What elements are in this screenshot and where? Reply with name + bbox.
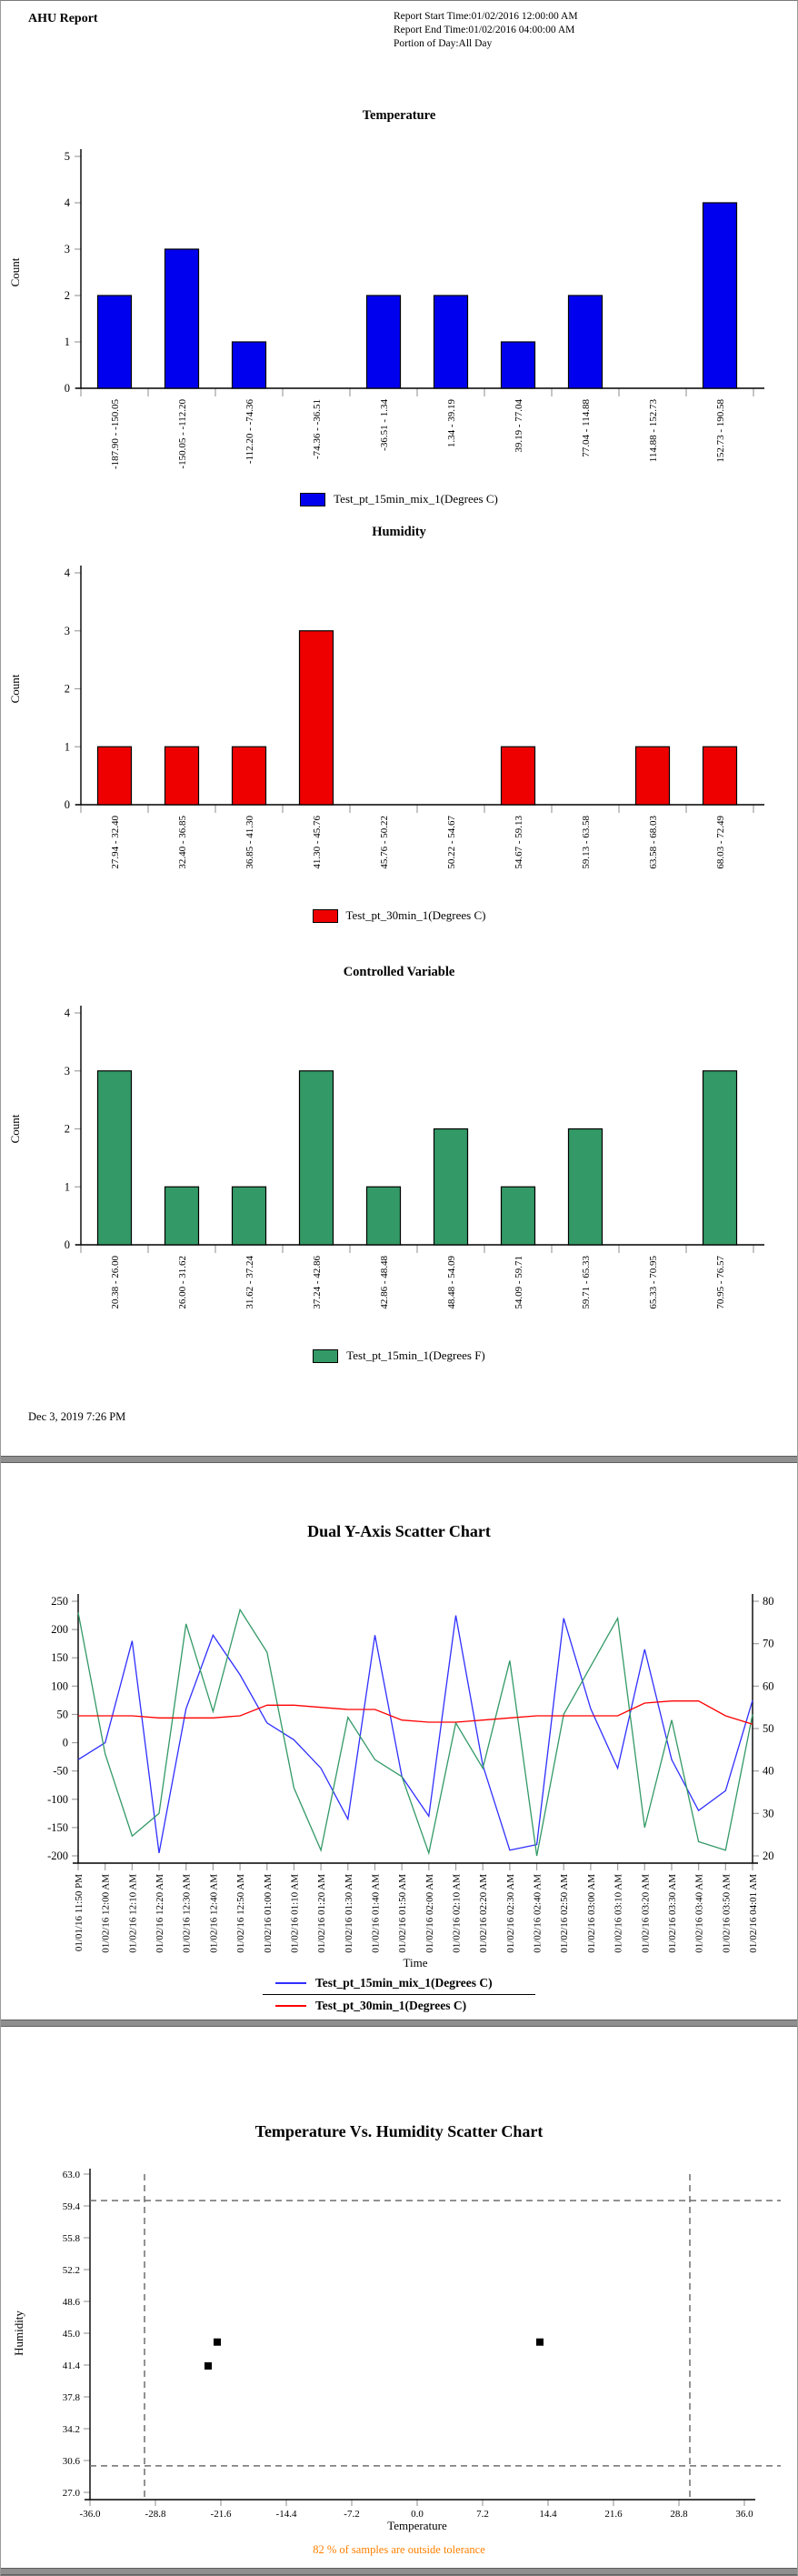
left-y-tick-label: 100 bbox=[51, 1679, 68, 1693]
x-tick-label: 7.2 bbox=[476, 2509, 489, 2520]
legend-line-swatch bbox=[275, 1982, 306, 1984]
histogram-bar bbox=[703, 747, 737, 805]
x-tick-label: 01/02/16 12:30 AM bbox=[181, 1874, 193, 1953]
x-tick-label: 32.40 - 36.85 bbox=[177, 816, 188, 869]
x-tick-label: 54.67 - 59.13 bbox=[514, 816, 524, 869]
y-tick-label: 0 bbox=[64, 1238, 70, 1251]
x-tick-label: 114.88 - 152.73 bbox=[648, 399, 659, 463]
y-tick-label: 48.6 bbox=[62, 2297, 80, 2308]
legend-label: Test_pt_15min_1(Degrees F) bbox=[346, 1348, 485, 1362]
y-tick-label: 30.6 bbox=[62, 2456, 80, 2467]
report-page-1 bbox=[1, 1, 797, 1456]
x-tick-label: 01/01/16 11:50 PM bbox=[74, 1874, 85, 1952]
x-tick-label: 01/02/16 12:10 AM bbox=[127, 1874, 139, 1953]
controlled-variable-chart-title: Controlled Variable bbox=[343, 965, 455, 979]
y-tick-label: 4 bbox=[64, 566, 70, 579]
left-y-tick-label: 250 bbox=[51, 1595, 68, 1608]
histogram-bar bbox=[367, 296, 401, 388]
y-tick-label: 2 bbox=[64, 1122, 70, 1136]
controlled-variable-legend bbox=[1, 1345, 797, 1367]
legend-row bbox=[263, 1972, 535, 1995]
x-tick-label: 37.24 - 42.86 bbox=[312, 1256, 323, 1309]
x-tick-label: 01/02/16 01:50 AM bbox=[397, 1874, 409, 1953]
humidity-chart-title: Humidity bbox=[372, 525, 426, 539]
series-line bbox=[78, 1616, 753, 1853]
section-divider-2 bbox=[1, 2020, 797, 2027]
histogram-bar bbox=[165, 249, 199, 388]
x-tick-label: 50.22 - 54.67 bbox=[446, 816, 457, 869]
histogram-bar bbox=[502, 1187, 535, 1245]
dual-axis-chart-title: Dual Y-Axis Scatter Chart bbox=[307, 1522, 491, 1540]
x-tick-label: 01/02/16 03:20 AM bbox=[640, 1874, 652, 1953]
x-tick-label: 42.86 - 48.48 bbox=[379, 1256, 390, 1309]
y-tick-label: 52.2 bbox=[62, 2265, 80, 2276]
x-tick-label: -7.2 bbox=[344, 2509, 360, 2520]
humidity-histogram bbox=[1, 523, 797, 927]
humidity-legend bbox=[1, 905, 797, 927]
x-tick-label: 77.04 - 114.88 bbox=[581, 399, 592, 457]
histogram-bar bbox=[98, 296, 132, 388]
histogram-bar bbox=[98, 1071, 132, 1245]
histogram-bar bbox=[434, 296, 468, 388]
report-generated-timestamp: Dec 3, 2019 7:26 PM bbox=[28, 1410, 126, 1423]
y-tick-label: 45.0 bbox=[62, 2329, 80, 2340]
y-tick-label: 27.0 bbox=[62, 2488, 80, 2499]
right-y-tick-label: 20 bbox=[763, 1849, 774, 1862]
x-tick-label: 59.71 - 65.33 bbox=[581, 1256, 592, 1309]
y-tick-label: 2 bbox=[64, 682, 70, 696]
y-tick-label: 34.2 bbox=[62, 2424, 80, 2435]
scatter-chart-title: Temperature Vs. Humidity Scatter Chart bbox=[254, 2122, 544, 2140]
x-tick-label: 01/02/16 03:00 AM bbox=[585, 1874, 597, 1953]
x-tick-label: 41.30 - 45.76 bbox=[312, 816, 323, 869]
y-tick-label: 1 bbox=[64, 336, 70, 348]
x-tick-label: 01/02/16 02:00 AM bbox=[424, 1874, 435, 1953]
left-y-tick-label: -200 bbox=[47, 1849, 68, 1862]
legend-label: Test_pt_30min_1(Degrees C) bbox=[345, 908, 486, 922]
scatter-point bbox=[536, 2339, 544, 2346]
report-end-time: Report End Time:01/02/2016 04:00:00 AM bbox=[394, 25, 575, 36]
x-tick-label: 01/02/16 03:50 AM bbox=[721, 1874, 733, 1953]
right-y-tick-label: 70 bbox=[763, 1637, 774, 1650]
report-meta bbox=[394, 10, 578, 52]
legend-row bbox=[263, 1995, 535, 2017]
right-y-tick-label: 40 bbox=[763, 1764, 774, 1778]
series-line bbox=[78, 1609, 753, 1856]
report-header bbox=[1, 1, 797, 59]
y-tick-label: 2 bbox=[64, 289, 70, 302]
x-tick-label: 45.76 - 50.22 bbox=[379, 816, 390, 869]
x-tick-label: -112.20 - -74.36 bbox=[244, 399, 255, 465]
left-y-tick-label: -150 bbox=[47, 1820, 68, 1834]
x-tick-label: 01/02/16 12:20 AM bbox=[155, 1874, 166, 1953]
x-tick-label: 65.33 - 70.95 bbox=[648, 1256, 659, 1309]
histogram-bar bbox=[636, 747, 670, 805]
dual-axis-legend bbox=[1, 1972, 797, 2017]
x-tick-label: 01/02/16 12:40 AM bbox=[208, 1874, 220, 1953]
right-y-tick-label: 60 bbox=[763, 1679, 774, 1693]
y-tick-label: 1 bbox=[64, 1180, 70, 1194]
histogram-bar bbox=[367, 1187, 401, 1245]
y-tick-label: 63.0 bbox=[62, 2170, 80, 2180]
report-start-time: Report Start Time:01/02/2016 12:00:00 AM bbox=[394, 11, 578, 22]
right-y-tick-label: 50 bbox=[763, 1722, 774, 1735]
x-tick-label: 28.8 bbox=[670, 2509, 688, 2520]
y-tick-label: 55.8 bbox=[62, 2233, 80, 2244]
section-divider-3 bbox=[1, 2568, 797, 2575]
x-axis-label: Time bbox=[403, 1956, 428, 1970]
x-tick-label: 63.58 - 68.03 bbox=[648, 816, 659, 869]
left-y-tick-label: -100 bbox=[47, 1792, 68, 1806]
histogram-bar bbox=[300, 631, 334, 805]
x-tick-label: -150.05 - -112.20 bbox=[177, 399, 188, 469]
legend-swatch bbox=[300, 493, 325, 506]
legend-swatch bbox=[313, 1349, 338, 1363]
x-tick-label: 01/02/16 02:40 AM bbox=[532, 1874, 544, 1953]
histogram-bar bbox=[300, 1071, 334, 1245]
temperature-chart-title: Temperature bbox=[362, 108, 436, 123]
temperature-legend bbox=[1, 488, 797, 510]
x-tick-label: -28.8 bbox=[145, 2509, 166, 2520]
right-y-tick-label: 30 bbox=[763, 1807, 774, 1820]
report-page-2 bbox=[1, 1463, 797, 2020]
x-tick-label: 36.0 bbox=[735, 2509, 753, 2520]
left-y-tick-label: 50 bbox=[56, 1708, 68, 1721]
x-tick-label: 68.03 - 72.49 bbox=[715, 816, 726, 869]
x-tick-label: 20.38 - 26.00 bbox=[110, 1256, 121, 1309]
x-tick-label: 01/02/16 02:30 AM bbox=[504, 1874, 516, 1953]
y-tick-label: 0 bbox=[64, 382, 70, 395]
x-tick-label: 01/02/16 12:50 AM bbox=[235, 1874, 247, 1953]
x-tick-label: 39.19 - 77.04 bbox=[514, 399, 524, 453]
legend-label: Test_pt_30min_1(Degrees C) bbox=[315, 1999, 467, 2012]
x-tick-label: -74.36 - -36.51 bbox=[312, 399, 323, 459]
controlled-variable-histogram bbox=[1, 963, 797, 1367]
section-divider-1 bbox=[1, 1456, 797, 1463]
histogram-bar bbox=[703, 203, 737, 388]
x-axis-label: Temperature bbox=[387, 2519, 447, 2532]
x-tick-label: 01/02/16 04:01 AM bbox=[748, 1874, 759, 1953]
legend-line-swatch bbox=[275, 2005, 306, 2007]
y-tick-label: 4 bbox=[64, 1007, 70, 1019]
y-tick-label: 1 bbox=[64, 740, 70, 754]
dual-axis-chart-svg bbox=[1, 1558, 797, 1970]
tolerance-note: 82 % of samples are outside tolerance bbox=[313, 2543, 485, 2556]
histogram-bar bbox=[165, 1187, 199, 1245]
x-tick-label: 36.85 - 41.30 bbox=[244, 816, 255, 869]
y-tick-label: 37.8 bbox=[62, 2392, 80, 2403]
x-tick-label: 26.00 - 31.62 bbox=[177, 1256, 188, 1309]
temperature-histogram bbox=[1, 106, 797, 510]
histogram-bar bbox=[502, 342, 535, 388]
left-y-tick-label: -50 bbox=[53, 1764, 68, 1778]
report-portion-of-day: Portion of Day:All Day bbox=[394, 38, 493, 50]
y-axis-label: Count bbox=[8, 257, 22, 287]
x-tick-label: 152.73 - 190.58 bbox=[715, 399, 726, 463]
left-y-tick-label: 150 bbox=[51, 1651, 68, 1665]
y-axis-label: Count bbox=[8, 1114, 22, 1144]
legend-label: Test_pt_15min_mix_1(Degrees C) bbox=[334, 492, 498, 506]
y-tick-label: 3 bbox=[64, 243, 70, 256]
legend-label: Test_pt_15min_mix_1(Degrees C) bbox=[315, 1976, 493, 1990]
x-tick-label: 70.95 - 76.57 bbox=[715, 1256, 726, 1309]
scatter-point bbox=[204, 2362, 212, 2370]
histogram-bar bbox=[434, 1129, 468, 1246]
humidity-histogram-svg bbox=[1, 541, 797, 905]
x-tick-label: 14.4 bbox=[539, 2509, 557, 2520]
histogram-bar bbox=[98, 747, 132, 805]
histogram-bar bbox=[233, 747, 266, 805]
series-line bbox=[78, 1701, 753, 1725]
y-axis-label: Humidity bbox=[12, 2310, 25, 2356]
dual-axis-chart bbox=[1, 1519, 797, 2017]
scatter-point bbox=[214, 2339, 221, 2346]
y-tick-label: 3 bbox=[64, 1064, 70, 1078]
y-tick-label: 41.4 bbox=[62, 2360, 80, 2371]
left-y-tick-label: 0 bbox=[62, 1736, 68, 1749]
x-tick-label: -21.6 bbox=[210, 2509, 232, 2520]
right-y-tick-label: 80 bbox=[763, 1595, 774, 1608]
legend-swatch bbox=[313, 909, 338, 923]
x-tick-label: 01/02/16 02:50 AM bbox=[559, 1874, 571, 1953]
x-tick-label: 01/02/16 01:10 AM bbox=[289, 1874, 301, 1953]
y-axis-label: Count bbox=[8, 674, 22, 704]
left-y-tick-label: 200 bbox=[51, 1623, 68, 1637]
x-tick-label: 48.48 - 54.09 bbox=[446, 1256, 457, 1309]
x-tick-label: 1.34 - 39.19 bbox=[446, 399, 457, 448]
histogram-bar bbox=[502, 747, 535, 805]
temp-vs-humidity-scatter-chart bbox=[1, 2120, 797, 2557]
histogram-bar bbox=[569, 296, 603, 388]
y-tick-label: 0 bbox=[64, 798, 70, 811]
histogram-bar bbox=[233, 342, 266, 388]
report-page-3 bbox=[1, 2027, 797, 2568]
temperature-histogram-svg bbox=[1, 125, 797, 488]
x-tick-label: 01/02/16 12:00 AM bbox=[100, 1874, 112, 1953]
x-tick-label: 01/02/16 01:30 AM bbox=[343, 1874, 354, 1953]
x-tick-label: 01/02/16 03:40 AM bbox=[693, 1874, 705, 1953]
x-tick-label: 01/02/16 03:30 AM bbox=[666, 1874, 678, 1953]
histogram-bar bbox=[569, 1129, 603, 1246]
x-tick-label: 31.62 - 37.24 bbox=[244, 1256, 255, 1309]
x-tick-label: 0.0 bbox=[411, 2509, 424, 2520]
x-tick-label: -14.4 bbox=[275, 2509, 297, 2520]
x-tick-label: 27.94 - 32.40 bbox=[110, 816, 121, 869]
x-tick-label: 21.6 bbox=[604, 2509, 623, 2520]
x-tick-label: -36.0 bbox=[79, 2509, 101, 2520]
y-tick-label: 5 bbox=[64, 150, 70, 163]
x-tick-label: 01/02/16 01:20 AM bbox=[316, 1874, 328, 1953]
x-tick-label: -187.90 - -150.05 bbox=[110, 399, 121, 469]
x-tick-label: -36.51 - 1.34 bbox=[379, 399, 390, 451]
x-tick-label: 01/02/16 01:00 AM bbox=[262, 1874, 274, 1953]
y-tick-label: 4 bbox=[64, 196, 70, 209]
controlled-variable-histogram-svg bbox=[1, 981, 797, 1345]
report-title: AHU Report bbox=[28, 12, 98, 25]
y-tick-label: 3 bbox=[64, 624, 70, 637]
y-tick-label: 59.4 bbox=[62, 2201, 80, 2212]
scatter-chart-svg bbox=[1, 2156, 797, 2536]
histogram-bar bbox=[703, 1071, 737, 1245]
x-tick-label: 01/02/16 02:10 AM bbox=[451, 1874, 463, 1953]
x-tick-label: 01/02/16 03:10 AM bbox=[613, 1874, 624, 1953]
histogram-bar bbox=[233, 1187, 266, 1245]
x-tick-label: 01/02/16 02:20 AM bbox=[478, 1874, 490, 1953]
x-tick-label: 59.13 - 63.58 bbox=[581, 816, 592, 869]
x-tick-label: 01/02/16 01:40 AM bbox=[370, 1874, 382, 1953]
x-tick-label: 54.09 - 59.71 bbox=[514, 1256, 524, 1309]
histogram-bar bbox=[165, 747, 199, 805]
